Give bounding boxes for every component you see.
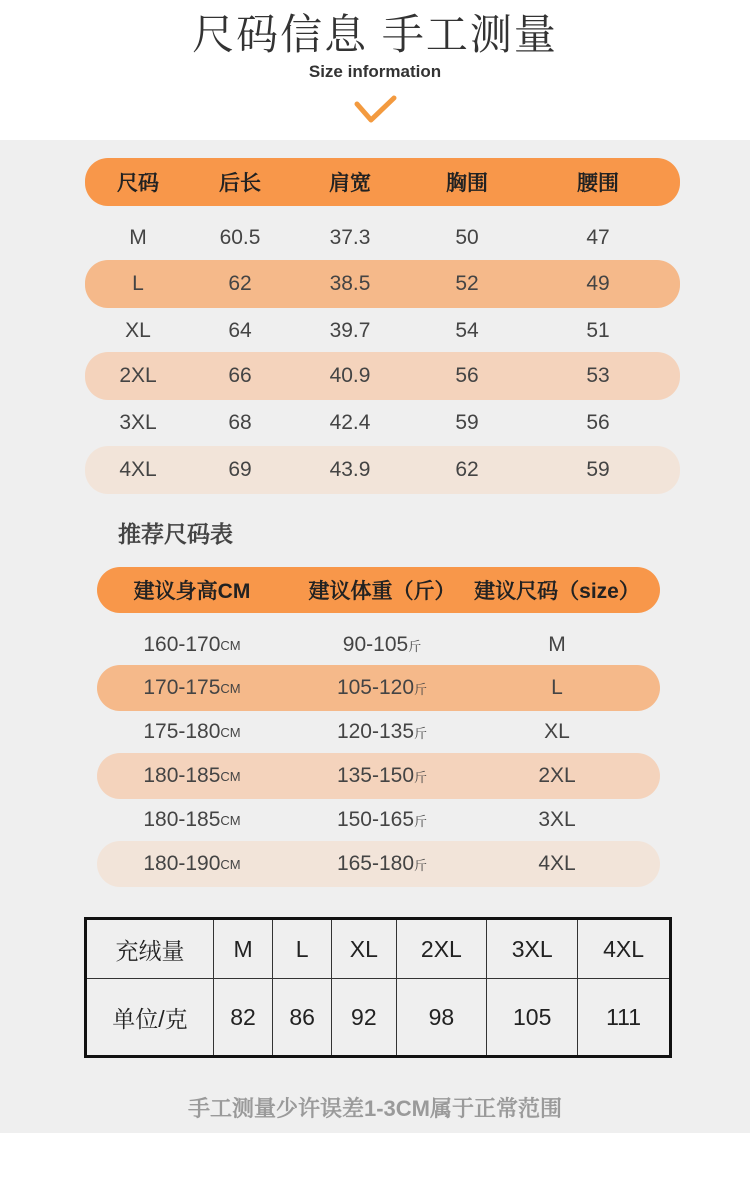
size-column-header: 胸围 [446,172,488,195]
unit-label: 斤 [408,638,422,654]
recommend-table-row [97,797,660,843]
size-table-cell: 59 [586,458,610,481]
down-value-cell: 111 [578,979,671,1057]
unit-label: CM [220,812,241,828]
size-table-cell: 62 [228,272,252,295]
unit-label: CM [220,724,241,740]
size-table-cell: 49 [586,272,610,295]
recommend-table-cell: 135-150 斤 [336,764,428,787]
size-table-cell: 66 [228,364,252,387]
size-table-cell: 50 [455,226,479,249]
recommend-table-cell: 180-185 CM [143,764,241,787]
recommend-column-header: 建议体重（斤） [308,580,456,603]
unit-label: 斤 [414,725,428,741]
size-column-header: 后长 [219,172,261,195]
size-table-cell: 53 [586,364,610,387]
recommend-table-cell: 160-170 CM [143,633,241,656]
recommend-title: 推荐尺码表 [118,521,233,547]
down-value-cell: 98 [396,979,487,1057]
size-table-header [85,158,680,206]
size-table-cell: 68 [228,411,252,434]
size-table-cell: 62 [455,458,479,481]
recommend-table-cell: L [551,676,563,699]
down-value-cell: 92 [332,979,396,1057]
recommend-table-cell: XL [544,720,570,743]
footer-note: 手工测量少许误差1-3CM属于正常范围 [187,1096,562,1121]
size-column-header: 肩宽 [329,172,371,195]
recommend-table-cell: 120-135 斤 [336,720,428,743]
checkmark-icon [354,95,398,125]
recommend-column-header: 建议尺码（size） [474,580,640,603]
unit-label: CM [220,856,241,872]
recommend-table-cell: 175-180 CM [143,720,241,743]
size-table-cell: 43.9 [329,458,371,481]
size-column-header: 腰围 [577,172,619,195]
size-table-row [85,352,680,400]
size-table-row [85,260,680,308]
size-table-cell: 54 [455,319,479,342]
recommend-table-cell: 105-120 斤 [336,676,428,699]
size-table-cell: 47 [586,226,610,249]
down-size-cell: M [214,919,273,979]
down-fill-table [84,917,672,1058]
size-table-cell: 56 [586,411,610,434]
size-table-cell: 2XL [119,364,157,387]
size-column-header: 尺码 [117,172,159,195]
size-table-cell: 52 [455,272,479,295]
down-size-row [86,919,671,979]
down-size-cell: 3XL [487,919,578,979]
recommend-table-row [97,665,660,711]
recommend-table-cell: 150-165 斤 [336,808,428,831]
down-size-cell: XL [332,919,396,979]
unit-label: 斤 [414,857,428,873]
size-table-row [85,446,680,494]
size-table-cell: 3XL [119,411,157,434]
down-size-cell: 4XL [578,919,671,979]
unit-label: CM [220,637,241,653]
recommend-table-row [97,841,660,887]
recommend-table-cell: 180-185 CM [143,808,241,831]
down-value-row [86,979,671,1057]
recommend-table-cell: 165-180 斤 [336,852,428,875]
recommend-table-cell: M [548,633,566,656]
page-title: 尺码信息 手工测量 [192,11,558,58]
down-size-cell: L [273,919,332,979]
recommend-table-cell: 180-190 CM [143,852,241,875]
size-table-cell: 56 [455,364,479,387]
size-table-cell: M [129,226,147,249]
down-value-cell: 82 [214,979,273,1057]
size-table-row [85,399,680,447]
down-value-cell: 105 [487,979,578,1057]
size-table-cell: 37.3 [329,226,371,249]
size-table-cell: 64 [228,319,252,342]
down-size-cell: 2XL [396,919,487,979]
recommend-table-row [97,709,660,755]
recommend-table-cell: 4XL [538,852,576,875]
recommend-table-row [97,622,660,668]
size-table-cell: 39.7 [329,319,371,342]
unit-label: 斤 [414,681,428,697]
size-table-row [85,214,680,262]
size-table-cell: XL [125,319,151,342]
size-table-cell: 69 [228,458,252,481]
recommend-table-cell: 3XL [538,808,576,831]
unit-label: 斤 [414,769,428,785]
recommend-table-cell: 2XL [538,764,576,787]
size-table-cell: L [132,272,144,295]
recommend-column-header: 建议身高CM [133,580,251,603]
size-table-cell: 40.9 [329,364,371,387]
size-table-cell: 51 [586,319,610,342]
recommend-table-header [97,567,660,613]
size-table-cell: 60.5 [219,226,261,249]
size-table-row [85,307,680,355]
page-header [0,0,750,140]
down-value-cell: 86 [273,979,332,1057]
down-row2-label: 单位/克 [86,979,214,1057]
recommend-table-cell: 170-175 CM [143,676,241,699]
size-table-cell: 38.5 [329,272,371,295]
unit-label: CM [220,680,241,696]
size-table-cell: 42.4 [329,411,371,434]
size-table-cell: 4XL [119,458,157,481]
unit-label: 斤 [414,813,428,829]
size-table-cell: 59 [455,411,479,434]
down-row1-label: 充绒量 [86,919,214,979]
unit-label: CM [220,768,241,784]
recommend-table-cell: 90-105 斤 [342,633,422,656]
page-subtitle: Size information [308,62,442,81]
recommend-table-row [97,753,660,799]
